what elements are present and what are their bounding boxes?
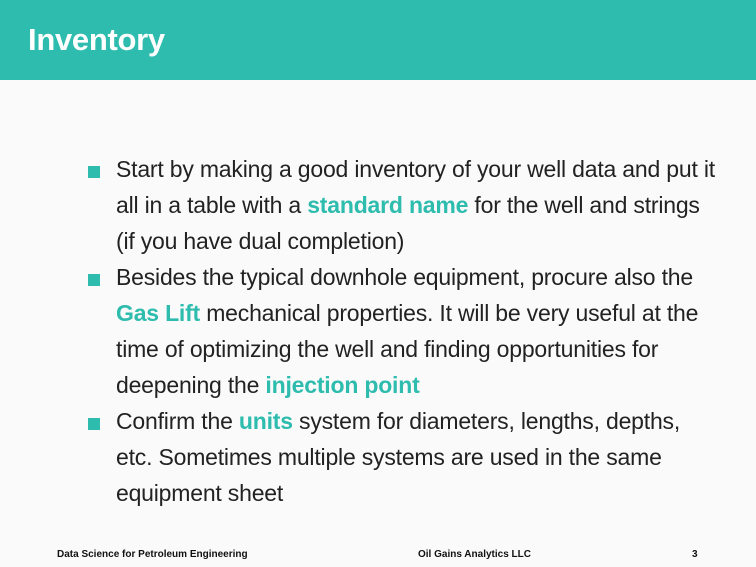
highlight-term: standard name [307,192,469,218]
square-bullet-icon [88,274,100,286]
bullet-item [86,151,716,259]
text-segment: system for diameters, lengths, depths, etc. Sometimes multiple systems are used in the same equipment sheet [116,408,681,506]
footer-course-title: Data Science for Petroleum Engineering [57,549,248,560]
page-number: 3 [692,549,698,560]
text-segment: for the well and strings (if you have dual completion) [116,192,700,254]
text-segment: Confirm the [116,408,239,434]
bullet-item [86,403,716,511]
bullet-text [116,156,715,254]
bullet-list [86,151,716,511]
highlight-term: units [238,408,293,434]
highlight-term: Gas Lift [116,300,201,326]
square-bullet-icon [88,166,100,178]
bullet-text [116,408,680,506]
bullet-text [116,264,698,398]
text-segment: mechanical properties. It will be very useful at the time of optimizing the well and finding opportunities for deepening the [116,300,699,398]
footer-company: Oil Gains Analytics LLC [418,549,531,560]
text-segment: Start by making a good inventory of your well data and put it all in a table with a [116,156,715,218]
text-segment: Besides the typical downhole equipment, procure also the [116,264,693,290]
slide-title: Inventory [28,22,165,57]
title-bar [0,0,756,80]
square-bullet-icon [88,418,100,430]
highlight-term: injection point [265,372,420,398]
bullet-item [86,259,716,403]
